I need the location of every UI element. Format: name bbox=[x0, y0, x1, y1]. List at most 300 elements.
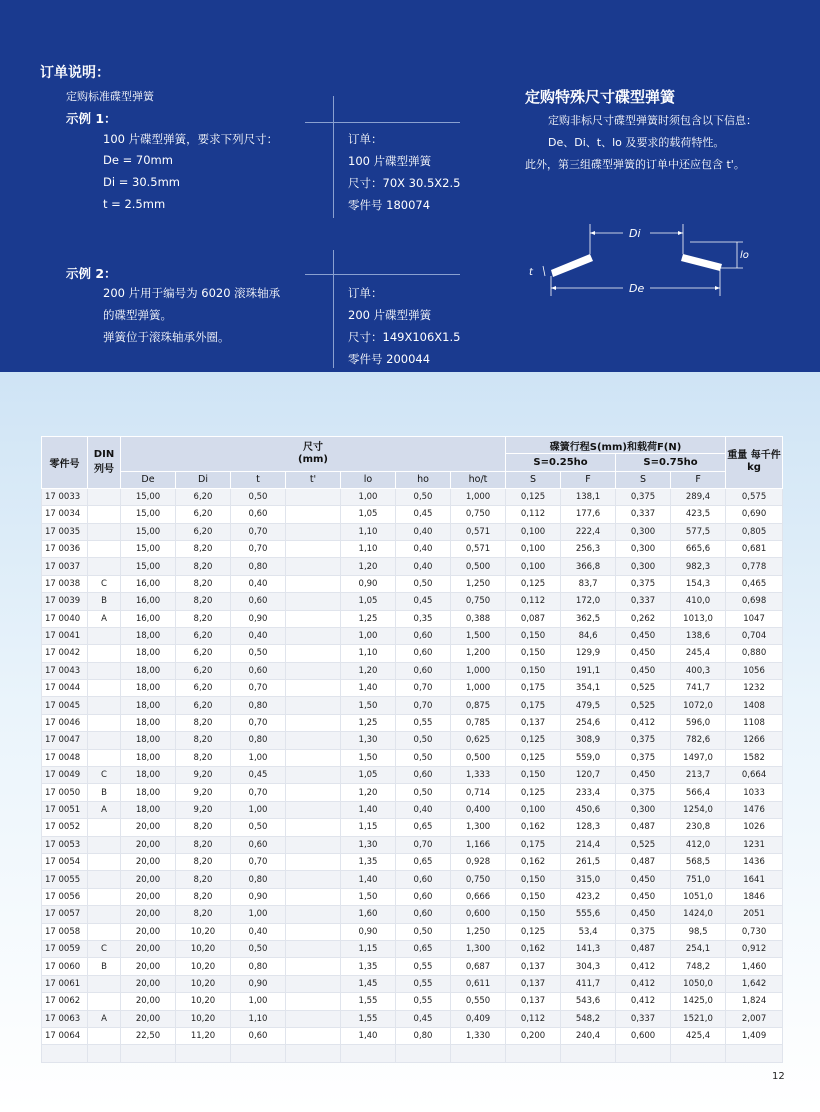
table-cell: 0,112 bbox=[506, 1010, 561, 1027]
table-cell: 0,40 bbox=[231, 627, 286, 644]
cell-part-number: 17 0040 bbox=[42, 610, 88, 627]
table-row bbox=[42, 662, 783, 679]
table-cell: 0,375 bbox=[616, 732, 671, 749]
example2-label: 示例 2： bbox=[66, 266, 117, 281]
table-cell: 0,337 bbox=[616, 593, 671, 610]
table-cell bbox=[88, 645, 121, 662]
table-cell: 18,00 bbox=[121, 801, 176, 818]
cell-part-number: 17 0060 bbox=[42, 958, 88, 975]
table-cell: 665,6 bbox=[671, 540, 726, 557]
table-cell bbox=[88, 662, 121, 679]
table-cell: 20,00 bbox=[121, 888, 176, 905]
table-cell: 83,7 bbox=[561, 575, 616, 592]
table-row bbox=[42, 627, 783, 644]
table-cell: 98,5 bbox=[671, 923, 726, 940]
table-cell: 1,333 bbox=[451, 767, 506, 784]
table-cell bbox=[726, 1045, 783, 1062]
table-cell: 354,1 bbox=[561, 680, 616, 697]
table-row bbox=[42, 732, 783, 749]
table-cell: 191,1 bbox=[561, 662, 616, 679]
table-cell bbox=[88, 697, 121, 714]
cell-part-number: 17 0052 bbox=[42, 819, 88, 836]
example2-order-line: 零件号 200044 bbox=[348, 352, 431, 366]
table-cell: 1,15 bbox=[341, 940, 396, 957]
table-row bbox=[42, 680, 783, 697]
cell-part-number: 17 0049 bbox=[42, 767, 88, 784]
table-cell: 0,880 bbox=[726, 645, 783, 662]
table-cell: 172,0 bbox=[561, 593, 616, 610]
table-cell: 8,20 bbox=[176, 871, 231, 888]
example1-order-line: 零件号 180074 bbox=[348, 198, 431, 212]
table-cell: 0,375 bbox=[616, 488, 671, 505]
table-cell: 1,250 bbox=[451, 923, 506, 940]
table-cell: 0,70 bbox=[396, 697, 451, 714]
table-cell bbox=[88, 871, 121, 888]
table-cell: 1033 bbox=[726, 784, 783, 801]
table-cell bbox=[88, 923, 121, 940]
table-cell: 18,00 bbox=[121, 697, 176, 714]
table-cell: 222,4 bbox=[561, 523, 616, 540]
table-cell: 596,0 bbox=[671, 714, 726, 731]
table-cell: 15,00 bbox=[121, 506, 176, 523]
header-col: t' bbox=[286, 471, 341, 488]
table-cell: 0,698 bbox=[726, 593, 783, 610]
table-cell: 289,4 bbox=[671, 488, 726, 505]
table-cell: 233,4 bbox=[561, 784, 616, 801]
table-cell: 1,40 bbox=[341, 871, 396, 888]
table-cell: 6,20 bbox=[176, 680, 231, 697]
page-number: 12 bbox=[772, 1071, 785, 1082]
table-cell: 0,525 bbox=[616, 680, 671, 697]
table-cell: B bbox=[88, 784, 121, 801]
table-cell bbox=[88, 853, 121, 870]
table-cell: 0,40 bbox=[396, 801, 451, 818]
example2-line: 200 片用于编号为 6020 滚珠轴承 bbox=[103, 286, 281, 300]
table-cell: 6,20 bbox=[176, 488, 231, 505]
table-cell: 0,681 bbox=[726, 540, 783, 557]
table-cell: 555,6 bbox=[561, 906, 616, 923]
table-cell: 0,125 bbox=[506, 749, 561, 766]
diagram-label-lo: lo bbox=[740, 250, 749, 261]
cell-part-number: 17 0055 bbox=[42, 871, 88, 888]
table-cell: 0,300 bbox=[616, 558, 671, 575]
table-cell: 0,571 bbox=[451, 523, 506, 540]
table-row bbox=[42, 871, 783, 888]
table-cell: 138,6 bbox=[671, 627, 726, 644]
table-cell: 0,600 bbox=[451, 906, 506, 923]
cell-part-number: 17 0063 bbox=[42, 1010, 88, 1027]
table-cell: 1,10 bbox=[231, 1010, 286, 1027]
table-cell bbox=[88, 1027, 121, 1044]
cell-part-number: 17 0047 bbox=[42, 732, 88, 749]
table-cell bbox=[88, 1045, 121, 1062]
header-s075: S=0.75ho bbox=[616, 454, 726, 471]
table-cell: 18,00 bbox=[121, 627, 176, 644]
cell-part-number: 17 0033 bbox=[42, 488, 88, 505]
cell-part-number: 17 0059 bbox=[42, 940, 88, 957]
table-cell: 8,20 bbox=[176, 888, 231, 905]
example2-order-line: 200 片碟型弹簧 bbox=[348, 308, 432, 322]
example1-line: Di = 30.5mm bbox=[103, 175, 181, 189]
table-cell: 1,250 bbox=[451, 575, 506, 592]
table-cell bbox=[88, 819, 121, 836]
table-cell: 1,25 bbox=[341, 610, 396, 627]
table-cell: 11,20 bbox=[176, 1027, 231, 1044]
table-cell: 1,000 bbox=[451, 680, 506, 697]
table-cell: 20,00 bbox=[121, 1010, 176, 1027]
table-cell bbox=[671, 1045, 726, 1062]
header-col: lo bbox=[341, 471, 396, 488]
table-cell: 6,20 bbox=[176, 697, 231, 714]
table-cell: 0,125 bbox=[506, 784, 561, 801]
table-cell bbox=[286, 680, 341, 697]
table-cell: C bbox=[88, 575, 121, 592]
special-line: 此外，第三组碟型弹簧的订单中还应包含 t'。 bbox=[525, 158, 745, 171]
table-cell: 6,20 bbox=[176, 506, 231, 523]
table-cell bbox=[286, 697, 341, 714]
table-cell: 8,20 bbox=[176, 714, 231, 731]
header-size-label: 尺寸 bbox=[303, 441, 324, 453]
table-cell: 0,450 bbox=[616, 871, 671, 888]
table-row bbox=[42, 888, 783, 905]
table-cell: 548,2 bbox=[561, 1010, 616, 1027]
table-cell bbox=[286, 784, 341, 801]
example2-order-line: 订单： bbox=[348, 286, 383, 300]
table-cell: 1231 bbox=[726, 836, 783, 853]
table-row bbox=[42, 975, 783, 992]
cell-part-number: 17 0051 bbox=[42, 801, 88, 818]
disc-spring-diagram bbox=[515, 218, 755, 303]
table-cell: 1,300 bbox=[451, 819, 506, 836]
table-cell: 0,80 bbox=[231, 558, 286, 575]
table-cell: 1,05 bbox=[341, 506, 396, 523]
table-cell: 0,40 bbox=[396, 523, 451, 540]
order-sub: 定购标准碟型弹簧 bbox=[66, 90, 154, 103]
table-cell: C bbox=[88, 940, 121, 957]
table-cell bbox=[286, 801, 341, 818]
table-cell: 741,7 bbox=[671, 680, 726, 697]
table-cell: 0,60 bbox=[231, 662, 286, 679]
table-cell: 0,80 bbox=[231, 732, 286, 749]
table-cell: 1,500 bbox=[451, 627, 506, 644]
table-cell bbox=[286, 871, 341, 888]
table-cell: 0,412 bbox=[616, 993, 671, 1010]
cell-part-number: 17 0043 bbox=[42, 662, 88, 679]
table-cell: 10,20 bbox=[176, 923, 231, 940]
example1-order-line: 100 片碟型弹簧 bbox=[348, 154, 432, 168]
table-cell: 568,5 bbox=[671, 853, 726, 870]
table-cell: 8,20 bbox=[176, 558, 231, 575]
cell-part-number: 17 0062 bbox=[42, 993, 88, 1010]
table-cell: 0,50 bbox=[396, 732, 451, 749]
table-cell: 0,550 bbox=[451, 993, 506, 1010]
table-cell: 20,00 bbox=[121, 871, 176, 888]
cell-part-number: 17 0042 bbox=[42, 645, 88, 662]
table-cell: 566,4 bbox=[671, 784, 726, 801]
table-cell: 0,450 bbox=[616, 645, 671, 662]
table-cell: 400,3 bbox=[671, 662, 726, 679]
table-cell: 214,4 bbox=[561, 836, 616, 853]
table-row bbox=[42, 697, 783, 714]
table-cell: 1254,0 bbox=[671, 801, 726, 818]
table-row bbox=[42, 1045, 783, 1062]
table-cell: 0,45 bbox=[396, 1010, 451, 1027]
table-cell: 423,2 bbox=[561, 888, 616, 905]
table-cell: 0,60 bbox=[396, 645, 451, 662]
table-cell bbox=[286, 836, 341, 853]
table-cell: 9,20 bbox=[176, 801, 231, 818]
table-cell bbox=[88, 714, 121, 731]
table-cell: 308,9 bbox=[561, 732, 616, 749]
table-cell: 0,40 bbox=[231, 923, 286, 940]
table-cell: 1,55 bbox=[341, 1010, 396, 1027]
table-cell bbox=[286, 906, 341, 923]
table-cell: 0,487 bbox=[616, 940, 671, 957]
table-row bbox=[42, 558, 783, 575]
table-row bbox=[42, 958, 783, 975]
order-heading: 订单说明： bbox=[40, 65, 110, 81]
table-cell: 1,40 bbox=[341, 801, 396, 818]
table-cell: 782,6 bbox=[671, 732, 726, 749]
table-cell: 1,10 bbox=[341, 523, 396, 540]
table-cell: 18,00 bbox=[121, 732, 176, 749]
table-cell: 450,6 bbox=[561, 801, 616, 818]
table-cell: 18,00 bbox=[121, 767, 176, 784]
table-cell bbox=[451, 1045, 506, 1062]
table-cell: 20,00 bbox=[121, 819, 176, 836]
table-cell: 0,337 bbox=[616, 1010, 671, 1027]
table-cell: 8,20 bbox=[176, 749, 231, 766]
table-cell bbox=[286, 853, 341, 870]
table-cell: 0,150 bbox=[506, 645, 561, 662]
table-cell bbox=[286, 610, 341, 627]
table-cell: 261,5 bbox=[561, 853, 616, 870]
table-cell: 1,25 bbox=[341, 714, 396, 731]
table-row bbox=[42, 488, 783, 505]
table-cell: 315,0 bbox=[561, 871, 616, 888]
table-cell: 0,300 bbox=[616, 523, 671, 540]
table-cell: 10,20 bbox=[176, 940, 231, 957]
table-cell: 0,262 bbox=[616, 610, 671, 627]
table-cell bbox=[286, 1027, 341, 1044]
table-cell: 1497,0 bbox=[671, 749, 726, 766]
table-cell: 240,4 bbox=[561, 1027, 616, 1044]
table-cell: 0,300 bbox=[616, 540, 671, 557]
table-cell: A bbox=[88, 610, 121, 627]
table-cell bbox=[121, 1045, 176, 1062]
table-cell: 0,50 bbox=[396, 575, 451, 592]
table-cell bbox=[88, 975, 121, 992]
table-cell: 1,200 bbox=[451, 645, 506, 662]
table-cell: 1,00 bbox=[341, 627, 396, 644]
table-cell: 0,70 bbox=[231, 714, 286, 731]
table-cell: 0,928 bbox=[451, 853, 506, 870]
table-cell: 0,687 bbox=[451, 958, 506, 975]
table-cell: 8,20 bbox=[176, 906, 231, 923]
table-cell: 1521,0 bbox=[671, 1010, 726, 1027]
table-cell: 10,20 bbox=[176, 993, 231, 1010]
table-cell: 0,785 bbox=[451, 714, 506, 731]
table-cell: 0,80 bbox=[231, 958, 286, 975]
cell-part-number: 17 0039 bbox=[42, 593, 88, 610]
table-cell: 0,65 bbox=[396, 940, 451, 957]
table-cell: 1,642 bbox=[726, 975, 783, 992]
table-cell: 0,714 bbox=[451, 784, 506, 801]
table-body bbox=[42, 488, 783, 1062]
table-cell: 0,45 bbox=[396, 593, 451, 610]
table-cell bbox=[286, 749, 341, 766]
table-cell: 0,525 bbox=[616, 836, 671, 853]
table-cell: 412,0 bbox=[671, 836, 726, 853]
table-cell: 0,625 bbox=[451, 732, 506, 749]
table-cell bbox=[88, 749, 121, 766]
table-cell bbox=[506, 1045, 561, 1062]
table-cell: 6,20 bbox=[176, 662, 231, 679]
table-cell: 0,162 bbox=[506, 940, 561, 957]
header-weight: 重量 每千件 kg bbox=[726, 437, 783, 489]
table-cell: 0,65 bbox=[396, 819, 451, 836]
table-cell: 15,00 bbox=[121, 488, 176, 505]
table-cell: 20,00 bbox=[121, 993, 176, 1010]
table-cell: 748,2 bbox=[671, 958, 726, 975]
diagram-label-t: t bbox=[529, 267, 533, 278]
header-din: DIN 列号 bbox=[88, 437, 121, 489]
table-cell: 0,150 bbox=[506, 627, 561, 644]
table-cell: 0,70 bbox=[231, 523, 286, 540]
table-cell: 1,35 bbox=[341, 853, 396, 870]
table-cell: 1582 bbox=[726, 749, 783, 766]
table-cell: 0,80 bbox=[231, 871, 286, 888]
table-cell: 0,450 bbox=[616, 888, 671, 905]
table-cell bbox=[88, 888, 121, 905]
table-cell: 0,60 bbox=[231, 1027, 286, 1044]
table-cell: 1,35 bbox=[341, 958, 396, 975]
cell-part-number: 17 0054 bbox=[42, 853, 88, 870]
example1-label: 示例 1： bbox=[66, 111, 117, 126]
table-cell: 0,664 bbox=[726, 767, 783, 784]
table-cell: 1424,0 bbox=[671, 906, 726, 923]
table-cell: 1,00 bbox=[231, 993, 286, 1010]
table-row bbox=[42, 853, 783, 870]
table-cell: 0,50 bbox=[231, 645, 286, 662]
table-cell: 0,750 bbox=[451, 871, 506, 888]
table-cell: 0,300 bbox=[616, 801, 671, 818]
table-cell: 0,137 bbox=[506, 993, 561, 1010]
table-cell: 0,375 bbox=[616, 784, 671, 801]
table-cell: 0,80 bbox=[396, 1027, 451, 1044]
table-row bbox=[42, 906, 783, 923]
table-row bbox=[42, 575, 783, 592]
table-cell bbox=[88, 993, 121, 1010]
table-row bbox=[42, 923, 783, 940]
table-cell: 0,805 bbox=[726, 523, 783, 540]
table-cell: 0,100 bbox=[506, 523, 561, 540]
example2-order-line: 尺寸：149X106X1.5 bbox=[348, 330, 461, 344]
header-col: ho bbox=[396, 471, 451, 488]
table-cell: 20,00 bbox=[121, 853, 176, 870]
table-cell: 0,487 bbox=[616, 819, 671, 836]
table-cell: 0,45 bbox=[396, 506, 451, 523]
table-cell bbox=[88, 506, 121, 523]
table-row bbox=[42, 540, 783, 557]
table-cell: 254,1 bbox=[671, 940, 726, 957]
example1-line: De = 70mm bbox=[103, 153, 173, 167]
table-row bbox=[42, 993, 783, 1010]
header-col: F bbox=[561, 471, 616, 488]
table-row bbox=[42, 506, 783, 523]
table-cell: 0,70 bbox=[231, 680, 286, 697]
table-cell: 0,60 bbox=[396, 662, 451, 679]
table-cell: 1056 bbox=[726, 662, 783, 679]
table-cell: 0,55 bbox=[396, 714, 451, 731]
table-cell: 1,000 bbox=[451, 488, 506, 505]
table-cell: 1,00 bbox=[231, 801, 286, 818]
table-cell: 0,412 bbox=[616, 958, 671, 975]
cell-part-number: 17 0036 bbox=[42, 540, 88, 557]
header-col: S bbox=[616, 471, 671, 488]
table-cell: 6,20 bbox=[176, 645, 231, 662]
table-cell: 0,50 bbox=[231, 819, 286, 836]
table-cell: 18,00 bbox=[121, 662, 176, 679]
divider bbox=[305, 274, 460, 275]
table-cell: 1,330 bbox=[451, 1027, 506, 1044]
special-line: De、Di、t、lo 及要求的载荷特性。 bbox=[548, 136, 725, 149]
table-cell: 0,90 bbox=[341, 575, 396, 592]
table-cell: 0,525 bbox=[616, 697, 671, 714]
table-cell bbox=[88, 836, 121, 853]
cell-part-number: 17 0057 bbox=[42, 906, 88, 923]
table-cell: 1072,0 bbox=[671, 697, 726, 714]
table-cell: 20,00 bbox=[121, 975, 176, 992]
table-cell: 0,150 bbox=[506, 888, 561, 905]
table-cell: 410,0 bbox=[671, 593, 726, 610]
table-cell: 0,40 bbox=[231, 575, 286, 592]
table-cell bbox=[286, 888, 341, 905]
table-cell: 0,150 bbox=[506, 871, 561, 888]
table-cell bbox=[286, 488, 341, 505]
table-cell: 1408 bbox=[726, 697, 783, 714]
table-cell bbox=[88, 488, 121, 505]
table-cell: 8,20 bbox=[176, 610, 231, 627]
table-cell bbox=[286, 506, 341, 523]
table-cell: A bbox=[88, 1010, 121, 1027]
header-size bbox=[121, 437, 506, 472]
table-cell: 0,409 bbox=[451, 1010, 506, 1027]
table-cell: 543,6 bbox=[561, 993, 616, 1010]
table-cell: 0,375 bbox=[616, 575, 671, 592]
order-info-panel bbox=[0, 0, 820, 372]
header-col: Di bbox=[176, 471, 231, 488]
table-cell: 18,00 bbox=[121, 714, 176, 731]
table-cell bbox=[286, 627, 341, 644]
table-cell: 0,40 bbox=[396, 540, 451, 557]
table-cell: 0,50 bbox=[396, 488, 451, 505]
table-cell bbox=[286, 662, 341, 679]
diagram-label-de: De bbox=[629, 282, 645, 295]
table-cell: 9,20 bbox=[176, 767, 231, 784]
table-row bbox=[42, 801, 783, 818]
table-cell: 0,137 bbox=[506, 975, 561, 992]
table-cell: 0,90 bbox=[231, 610, 286, 627]
table-row bbox=[42, 523, 783, 540]
table-cell: 0,875 bbox=[451, 697, 506, 714]
table-cell: 154,3 bbox=[671, 575, 726, 592]
example2-line: 的碟型弹簧。 bbox=[103, 308, 172, 322]
table-cell: 10,20 bbox=[176, 958, 231, 975]
table-cell: 1013,0 bbox=[671, 610, 726, 627]
table-cell bbox=[88, 540, 121, 557]
table-cell: 0,65 bbox=[396, 853, 451, 870]
